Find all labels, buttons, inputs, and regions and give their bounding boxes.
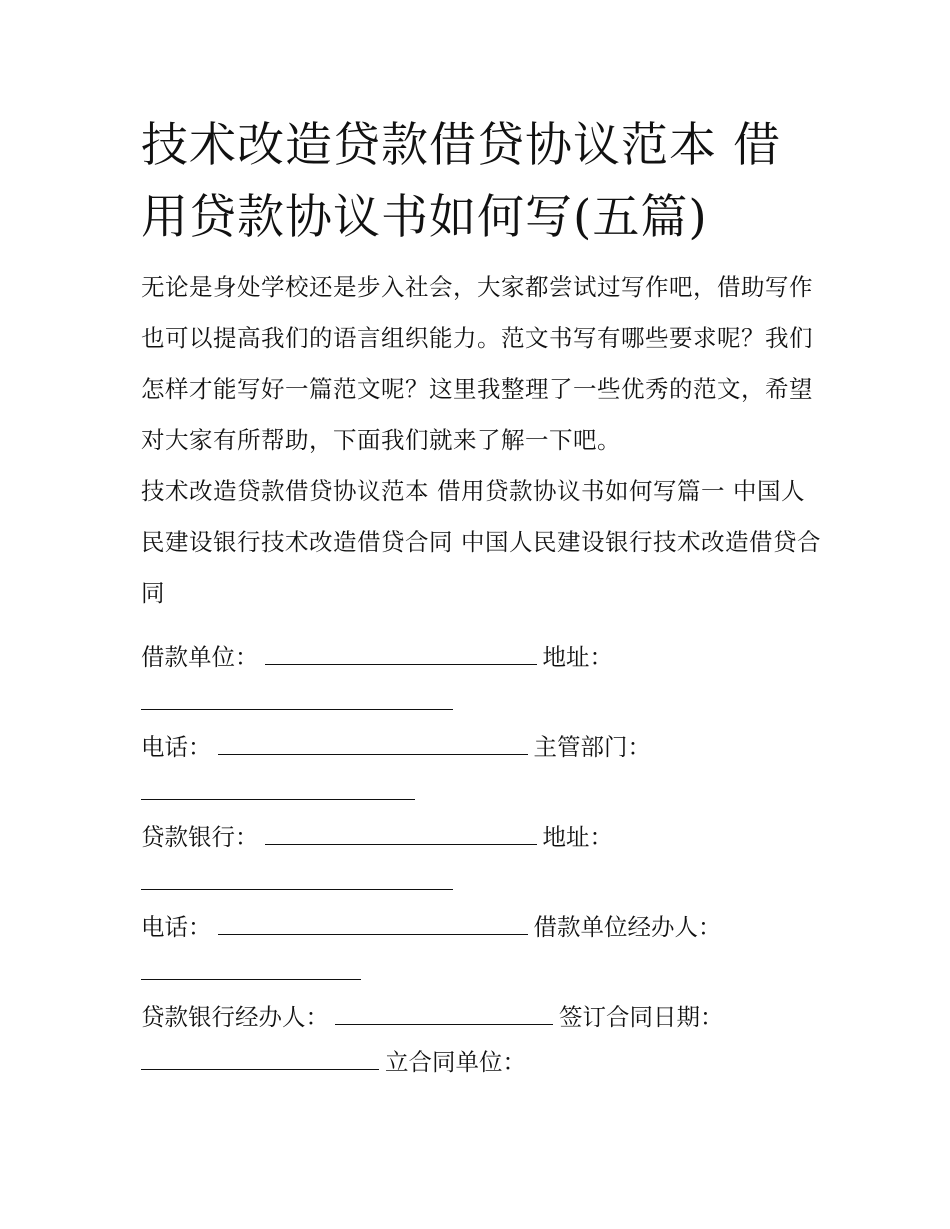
section-heading: 技术改造贷款借贷协议范本 借用贷款协议书如何写篇一 中国人民建设银行技术改造借贷合同 中国人民建设银行技术改造借贷合同 [141, 477, 821, 607]
field-row-supervisor [141, 770, 821, 815]
lender-agent-label: 贷款银行经办人： [141, 1003, 329, 1031]
borrower-label: 借款单位： [141, 643, 259, 671]
lender-bank-blank [265, 820, 537, 845]
document-page [141, 110, 821, 1085]
borrower-phone-blank [218, 730, 528, 755]
field-row-lender-agent [141, 995, 821, 1040]
field-row-lender-bank [141, 815, 821, 860]
supervisor-blank [141, 775, 415, 800]
document-title: 技术改造贷款借贷协议范本 借用贷款协议书如何写(五篇) [141, 118, 781, 245]
lender-agent-blank [335, 1000, 553, 1025]
lender-address-label: 地址： [542, 823, 613, 851]
borrower-agent-label: 借款单位经办人： [533, 913, 722, 941]
intro-paragraph: 无论是身处学校还是步入社会，大家都尝试过写作吧，借助写作也可以提高我们的语言组织能力。范文书写有哪些要求呢？我们怎样才能写好一篇范文呢？这里我整理了一些优秀的范文，希望对大家有所帮助，下面我们就来了解一下吧。 [141, 273, 813, 454]
borrower-blank [265, 640, 537, 665]
supervisor-label: 主管部门： [533, 733, 651, 761]
field-row-borrower [141, 635, 821, 680]
lender-phone-blank [218, 910, 528, 935]
contract-fields [141, 635, 821, 1085]
sign-date-label: 签订合同日期： [559, 1003, 724, 1031]
lender-address-blank [141, 865, 453, 890]
borrower-phone-label: 电话： [141, 733, 212, 761]
field-row-borrower-agent [141, 950, 821, 995]
field-row-lender-phone [141, 905, 821, 950]
borrower-address-label: 地址： [542, 643, 613, 671]
field-row-borrower-address [141, 680, 821, 725]
lender-bank-label: 贷款银行： [141, 823, 259, 851]
field-row-lender-address [141, 860, 821, 905]
contract-place-label: 立合同单位： [385, 1048, 526, 1076]
field-row-borrower-phone [141, 725, 821, 770]
lender-phone-label: 电话： [141, 913, 212, 941]
borrower-address-blank [141, 685, 453, 710]
borrower-agent-blank [141, 955, 361, 980]
sign-date-blank [141, 1045, 379, 1070]
field-row-sign-date [141, 1040, 821, 1085]
